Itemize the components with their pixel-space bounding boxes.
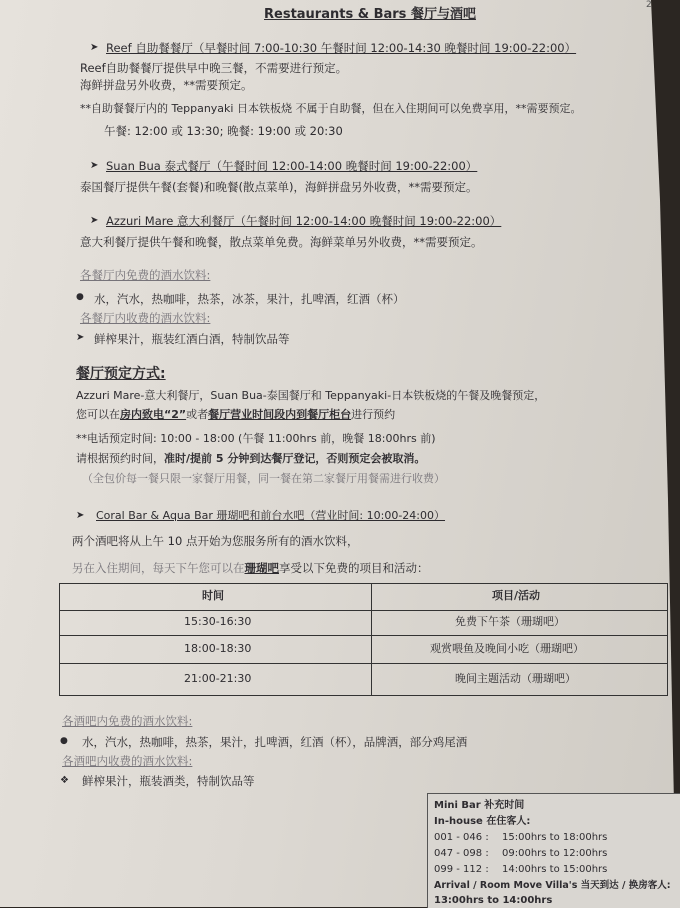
table-header-time: 时间 [202, 589, 224, 602]
restaurant-free-title: 各餐厅内免费的酒水饮料: [80, 268, 211, 282]
activities-table [59, 583, 668, 696]
page-title: Restaurants & Bars 餐厅与酒吧 [264, 7, 476, 22]
minibar-inhouse: In-house 在住客人: [434, 816, 531, 827]
reef-line2: 海鲜拼盘另外收费，**需要预定。 [80, 78, 253, 92]
reef-heading: Reef 自助餐餐厅（早餐时间 7:00-10:30 午餐时间 12:00-14:30 晚餐时间 19:00-22:00） [106, 41, 577, 55]
bars-line1: 两个酒吧将从上午 10 点开始为您服务所有的酒水饮料， [72, 534, 359, 548]
azzuri-line1: 意大利餐厅提供午餐和晚餐，散点菜单免费。海鲜菜单另外收费，**需要预定。 [80, 235, 483, 249]
table-cell-time: 18:00-18:30 [184, 642, 252, 655]
minibar-arrival: Arrival / Room Move Villa's 当天到达 / 换房客人: [434, 880, 671, 891]
arrow-bullet-icon: ➤ [76, 332, 85, 343]
diamond-bullet-icon: ❖ [60, 775, 69, 786]
table-cell-time: 21:00-21:30 [184, 672, 252, 685]
minibar-time: 09:00hrs to 12:00hrs [502, 848, 608, 859]
booking-note: （全包价每一餐只限一家餐厅用餐，同一餐在第二家餐厅用餐需进行收费） [82, 472, 445, 485]
booking-line1: Azzuri Mare-意大利餐厅，Suan Bua-泰国餐厅和 Teppanyaki-日本铁板烧的午餐及晚餐预定， [76, 389, 546, 402]
page-number: 2 [646, 0, 652, 10]
booking-line4: 请根据预约时间，准时/提前 5 分钟到达餐厅登记，否则预定会被取消。 [76, 452, 426, 465]
bars-line2: 另在入住期间，每天下午您可以在珊瑚吧享受以下免费的项目和活动： [72, 561, 429, 575]
teppanyaki-times: 午餐: 12:00 或 13:30; 晚餐: 19:00 或 20:30 [104, 124, 343, 138]
arrow-bullet-icon: ➤ [76, 510, 85, 521]
booking-title: 餐厅预定方式: [76, 366, 166, 382]
table-cell-activity: 晚间主题活动（珊瑚吧） [455, 672, 576, 685]
minibar-time: 15:00hrs to 18:00hrs [502, 832, 608, 843]
dot-bullet-icon: ● [76, 292, 84, 302]
minibar-room-range: 099 - 112 : [434, 864, 489, 875]
suanbua-line1: 泰国餐厅提供午餐(套餐)和晚餐(散点菜单)，海鲜拼盘另外收费，**需要预定。 [80, 180, 478, 194]
azzuri-heading: Azzuri Mare 意大利餐厅（午餐时间 12:00-14:00 晚餐时间 19:00-22:00） [106, 214, 502, 228]
teppanyaki-note: **自助餐餐厅内的 Teppanyaki 日本铁板烧 不属于自助餐，但在入住期间可以免费享用，**需要预定。 [80, 102, 582, 115]
bar-paid-items: 鲜榨果汁，瓶装酒类，特制饮品等 [82, 774, 255, 788]
arrow-bullet-icon: ➤ [90, 215, 99, 226]
restaurant-paid-items: 鲜榨果汁，瓶装红酒白酒，特制饮品等 [94, 332, 290, 346]
restaurant-free-items: 水，汽水，热咖啡，热茶，冰茶，果汁，扎啤酒，红酒（杯） [94, 292, 405, 306]
minibar-room-range: 047 - 098 : [434, 848, 489, 859]
bar-free-title: 各酒吧内免费的酒水饮料: [62, 714, 193, 728]
bar-free-items: 水，汽水，热咖啡，热茶，果汁，扎啤酒，红酒（杯），品牌酒，部分鸡尾酒 [82, 735, 468, 749]
suanbua-heading: Suan Bua 泰式餐厅（午餐时间 12:00-14:00 晚餐时间 19:00-22:00） [106, 159, 478, 173]
arrow-bullet-icon: ➤ [90, 42, 99, 53]
restaurant-paid-title: 各餐厅内收费的酒水饮料: [80, 311, 211, 325]
minibar-title: Mini Bar 补充时间 [434, 800, 525, 811]
table-cell-activity: 观赏喂鱼及晚间小吃（珊瑚吧） [430, 642, 584, 655]
reef-line1: Reef自助餐餐厅提供早中晚三餐，不需要进行预定。 [80, 61, 348, 75]
arrow-bullet-icon: ➤ [90, 160, 99, 171]
minibar-arrival-time: 13:00hrs to 14:00hrs [434, 895, 553, 906]
minibar-box [427, 793, 680, 908]
minibar-time: 14:00hrs to 15:00hrs [502, 864, 608, 875]
bar-paid-title: 各酒吧内收费的酒水饮料: [62, 754, 193, 768]
bars-heading: Coral Bar & Aqua Bar 珊瑚吧和前台水吧（营业时间: 10:00-24:00） [96, 509, 446, 522]
minibar-room-range: 001 - 046 : [434, 832, 489, 843]
dot-bullet-icon: ● [60, 736, 68, 746]
booking-phone-hours: **电话预定时间: 10:00 - 18:00 (午餐 11:00hrs 前，晚餐 18:00hrs 前) [76, 432, 436, 445]
table-cell-activity: 免费下午茶（珊瑚吧） [455, 615, 565, 628]
booking-line2: 您可以在房内致电“2”或者餐厅营业时间段内到餐厅柜台进行预约 [76, 408, 396, 421]
table-header-activity: 项目/活动 [492, 589, 541, 602]
table-cell-time: 15:30-16:30 [184, 615, 252, 628]
